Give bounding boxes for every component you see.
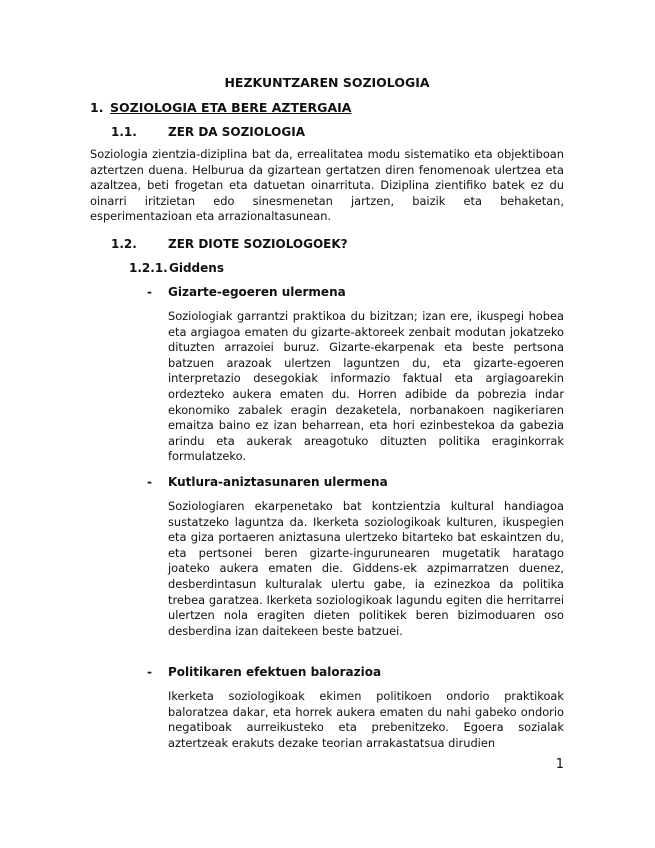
paragraph-definition: Soziologia zientzia-diziplina bat da, errealitatea modu sistematiko eta objektiboan aztertzen duena. Helburua da gizartean gertatzen diren fenomenoak ulertzea eta azaltzea, beti frogetan eta datuetan oinarrituta. Diziplina zientifiko batek ez du oinarri iritzietan edo sinesmenetan jartzen, baizik eta behaketan, esperimentazioan eta arrazionaltasunean.: [90, 147, 564, 224]
bullet-marker: -: [147, 285, 152, 299]
subsubsection-heading-giddens: [129, 261, 224, 275]
subsubsection-number: 1.2.1.: [129, 261, 168, 275]
bullet-paragraph: Soziologiak garrantzi praktikoa du bizitzan; izan ere, ikuspegi hobea eta argiagoa ematen du gizarte-aktoreek zenbait modutan jokatzeko dituzten arrazoiei buruz. Gizarte-ekarpenak eta beste pertsona batzuen arazoak ulertzen laguntzen du, eta gizarte-egoeren interpretazio desegokiak informazio faktual eta argiagoarekin ordezteko aukera ematen du. Horren adibide da pobrezia indar ekonomiko zabalek eragin dezaketela, norbanakoen nagikeriaren emaitza baino ez izan beharrean, eta hori ezinbestekoa da gabezia arindu eta aukerak areagotuko dituzten politika eraginkorrak formulatzeko.: [168, 309, 564, 464]
bullet-heading: [147, 475, 388, 489]
section-heading-1: [90, 100, 351, 115]
section-number: 1.: [90, 100, 104, 115]
subsection-title: ZER DIOTE SOZIOLOGOEK?: [168, 237, 348, 251]
bullet-heading-text: Politikaren efektuen balorazioa: [168, 665, 382, 679]
page-number: 1: [555, 757, 564, 772]
bullet-heading-text: Gizarte-egoeren ulermena: [168, 285, 346, 299]
bullet-marker: -: [147, 665, 152, 679]
bullet-paragraph: Soziologiaren ekarpenetako bat kontzientzia kultural handiagoa sustatzeko laguntza da. Ikerketa soziologikoak kulturen, ikuspegien eta giza portaeren aniztasuna ulertzeko bitarteko bat eskaintzen du, eta pertsonei beren gizarte-ingurunearen mugetatik haratago joateko aukera ematen die. Giddens-ek azpimarratzen duenez, desberdintasun kulturalak ulertu gabe, ia ezinezkoa da politika trebea garatzea. Ikerketa soziologikoak lagundu egiten die herritarrei ulertzen nola eragiten dieten politikek beren bizimoduaren oso desberdina izan daitekeen beste batzuei.: [168, 499, 564, 638]
bullet-heading: [147, 285, 346, 299]
section-title: SOZIOLOGIA ETA BERE AZTERGAIA: [110, 100, 352, 115]
bullet-paragraph: Ikerketa soziologikoak ekimen politikoen ondorio praktikoak baloratzea dakar, eta horrek aukera ematen du nahi gabeko ondorio negatiboak aurreikusteko eta prebenitzeko. Egoera sozialak aztertzeak erakuts dezake teorian arrakastatsua dirudien: [168, 689, 564, 750]
subsection-title: ZER DA SOZIOLOGIA: [168, 125, 305, 139]
subsection-number: 1.2.: [111, 237, 137, 251]
subsection-heading-1-2: [111, 237, 348, 251]
subsection-heading-1-1: [111, 125, 305, 139]
bullet-heading-text: Kutlura-aniztasunaren ulermena: [168, 475, 388, 489]
subsection-number: 1.1.: [111, 125, 137, 139]
bullet-marker: -: [147, 475, 152, 489]
bullet-heading: [147, 665, 381, 679]
document-title: HEZKUNTZAREN SOZIOLOGIA: [224, 75, 430, 90]
subsubsection-title: Giddens: [169, 261, 224, 275]
